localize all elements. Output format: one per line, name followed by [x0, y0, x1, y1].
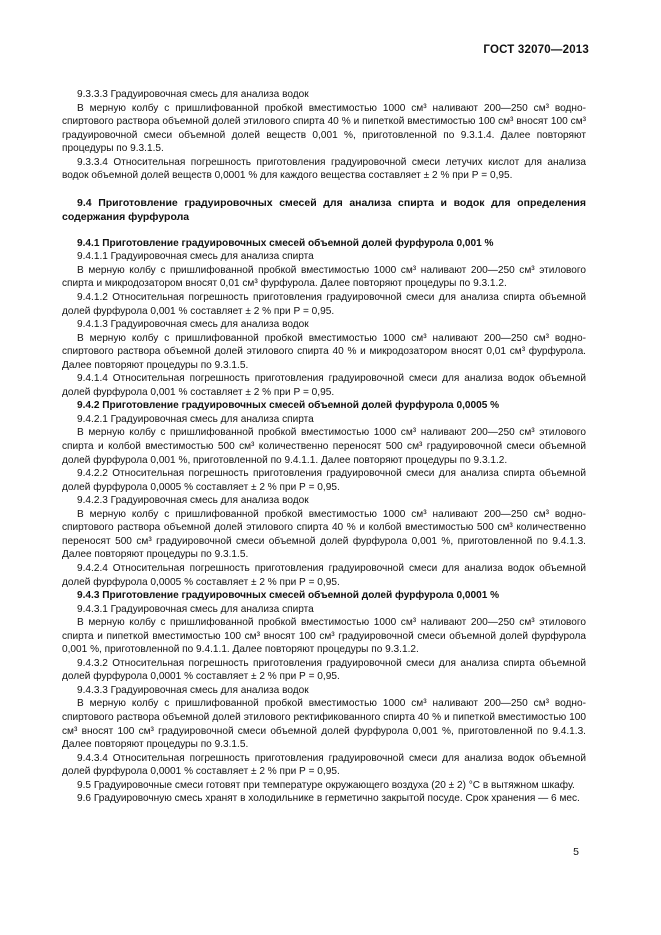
- paragraph: В мерную колбу с пришлифованной пробкой вместимостью 1000 см³ наливают 200—250 см³ водно-спиртового раствора объемной долей этилового ректификованного спирта 40 % и пипеткой вместимостью 100 см³ вносят 100 см³ градуировочной смеси объемной долей фурфурола 0,001 %, приготовленной по 9.4.1.3. Далее повторяют процедуры по 9.3.1.5.: [62, 698, 586, 751]
- subsection-heading: 9.4.2 Приготовление градуировочных смесей объемной долей фурфурола 0,0005 %: [77, 400, 500, 412]
- section-heading: 9.4 Приготовление градуировочных смесей для анализа спирта и водок для определения содержания фурфурола: [62, 196, 586, 223]
- paragraph: 9.4.3.4 Относительная погрешность приготовления градуировочной смеси для анализа водок объемной долей фурфурола 0,0001 % составляет ± 2 % при Р = 0,95.: [62, 752, 586, 778]
- paragraph: 9.4.1.1 Градуировочная смесь для анализа спирта: [77, 251, 314, 263]
- paragraph: В мерную колбу с пришлифованной пробкой вместимостью 1000 см³ наливают 200—250 см³ водно-спиртового раствора объемной долей этилового спирта 40 % и микродозатором вносят 0,01 см³ фурфурола. Далее повторяют процедуры по 9.3.1.5.: [62, 332, 586, 371]
- paragraph: 9.4.2.2 Относительная погрешность приготовления градуировочной смеси для анализа спирта объемной долей фурфурола 0,0005 % составляет ± 2 % при Р = 0,95.: [62, 468, 586, 493]
- paragraph: В мерную колбу с пришлифованной пробкой вместимостью 1000 см³ наливают 200—250 см³ водно-спиртового раствора объемной долей этилового спирта 40 % и пипеткой вместимостью 100 см³ вносят 100 см³ градуировочной смеси объемной долей веществ 0,001 %, приготовленной по 9.3.1.4. Далее повторяют процедуры по 9.3.1.5.: [62, 102, 586, 155]
- paragraph-gap: [62, 183, 586, 196]
- paragraph: 9.3.3.3 Градуировочная смесь для анализа водок: [77, 89, 309, 100]
- paragraph: В мерную колбу с пришлифованной пробкой вместимостью 1000 см³ наливают 200—250 см³ этилового спирта и колбой вместимостью 500 см³ количественно переносят 500 см³ градуировочной смеси объемной долей фурфурола 0,001 %, приготовленной по 9.4.1.1. Далее повторяют процедуры по 9.3.1.2.: [62, 427, 586, 466]
- paragraph-gap: [62, 224, 586, 237]
- subsection-heading: 9.4.3 Приготовление градуировочных смесей объемной долей фурфурола 0,0001 %: [77, 590, 500, 602]
- paragraph: В мерную колбу с пришлифованной пробкой вместимостью 1000 см³ наливают 200—250 см³ этилового спирта и микродозатором вносят 0,01 см³ фурфурола. Далее повторяют процедуры по 9.3.1.2.: [62, 264, 586, 290]
- page-number: 5: [573, 846, 579, 858]
- paragraph: В мерную колбу с пришлифованной пробкой вместимостью 1000 см³ наливают 200—250 см³ этилового спирта и пипеткой вместимостью 100 см³ вносят 100 см³ градуировочной смеси объемной долей фурфурола 0,001 %, приготовленной по 9.4.1.1. Далее повторяют процедуры по 9.3.1.2.: [62, 617, 586, 656]
- paragraph: 9.3.3.4 Относительная погрешность приготовления градуировочной смеси летучих кислот для анализа водок объемной долей веществ 0,0001 % для каждого вещества составляет ± 2 % при Р = 0,95.: [62, 156, 586, 182]
- paragraph: 9.4.2.3 Градуировочная смесь для анализа водок: [77, 495, 309, 507]
- paragraph: 9.4.2.4 Относительная погрешность приготовления градуировочной смеси для анализа водок объемной долей фурфурола 0,0005 % составляет ± 2 % при Р = 0,95.: [62, 562, 586, 588]
- paragraph: 9.4.3.1 Градуировочная смесь для анализа спирта: [77, 603, 314, 615]
- paragraph: 9.6 Градуировочную смесь хранят в холодильнике в герметично закрытой посуде. Срок хранения — 6 мес.: [77, 793, 580, 805]
- paragraph: 9.4.1.4 Относительная погрешность приготовления градуировочной смеси для анализа водок объемной долей фурфурола 0,001 % составляет ± 2 % при Р = 0,95.: [62, 373, 586, 398]
- paragraph: В мерную колбу с пришлифованной пробкой вместимостью 1000 см³ наливают 200—250 см³ водно-спиртового раствора объемной долей этилового спирта 40 % и колбой вместимостью 500 см³ количественно переносят 500 см³ градуировочной смеси объемной долей фурфурола 0,001 %, приготовленной по 9.4.1.3. Далее повторяют процедуры по 9.3.1.5.: [62, 508, 586, 561]
- paragraph: 9.4.2.1 Градуировочная смесь для анализа спирта: [77, 413, 314, 425]
- subsection-heading: 9.4.1 Приготовление градуировочных смесей объемной долей фурфурола 0,001 %: [77, 237, 494, 249]
- document-code: ГОСТ 32070—2013: [483, 44, 589, 56]
- paragraph: 9.4.1.3 Градуировочная смесь для анализа водок: [77, 319, 309, 331]
- paragraph: 9.4.3.2 Относительная погрешность приготовления градуировочной смеси для анализа спирта объемной долей фурфурола 0,0001 % составляет ± 2 % при Р = 0,95.: [62, 657, 586, 683]
- paragraph: 9.5 Градуировочные смеси готовят при температуре окружающего воздуха (20 ± 2) °С в вытяжном шкафу.: [77, 779, 575, 791]
- paragraph: 9.4.1.2 Относительная погрешность приготовления градуировочной смеси для анализа спирта объемной долей фурфурола 0,001 % составляет ± 2 % при Р = 0,95.: [62, 292, 586, 317]
- document-body: [62, 88, 586, 806]
- paragraph: 9.4.3.3 Градуировочная смесь для анализа водок: [77, 684, 309, 696]
